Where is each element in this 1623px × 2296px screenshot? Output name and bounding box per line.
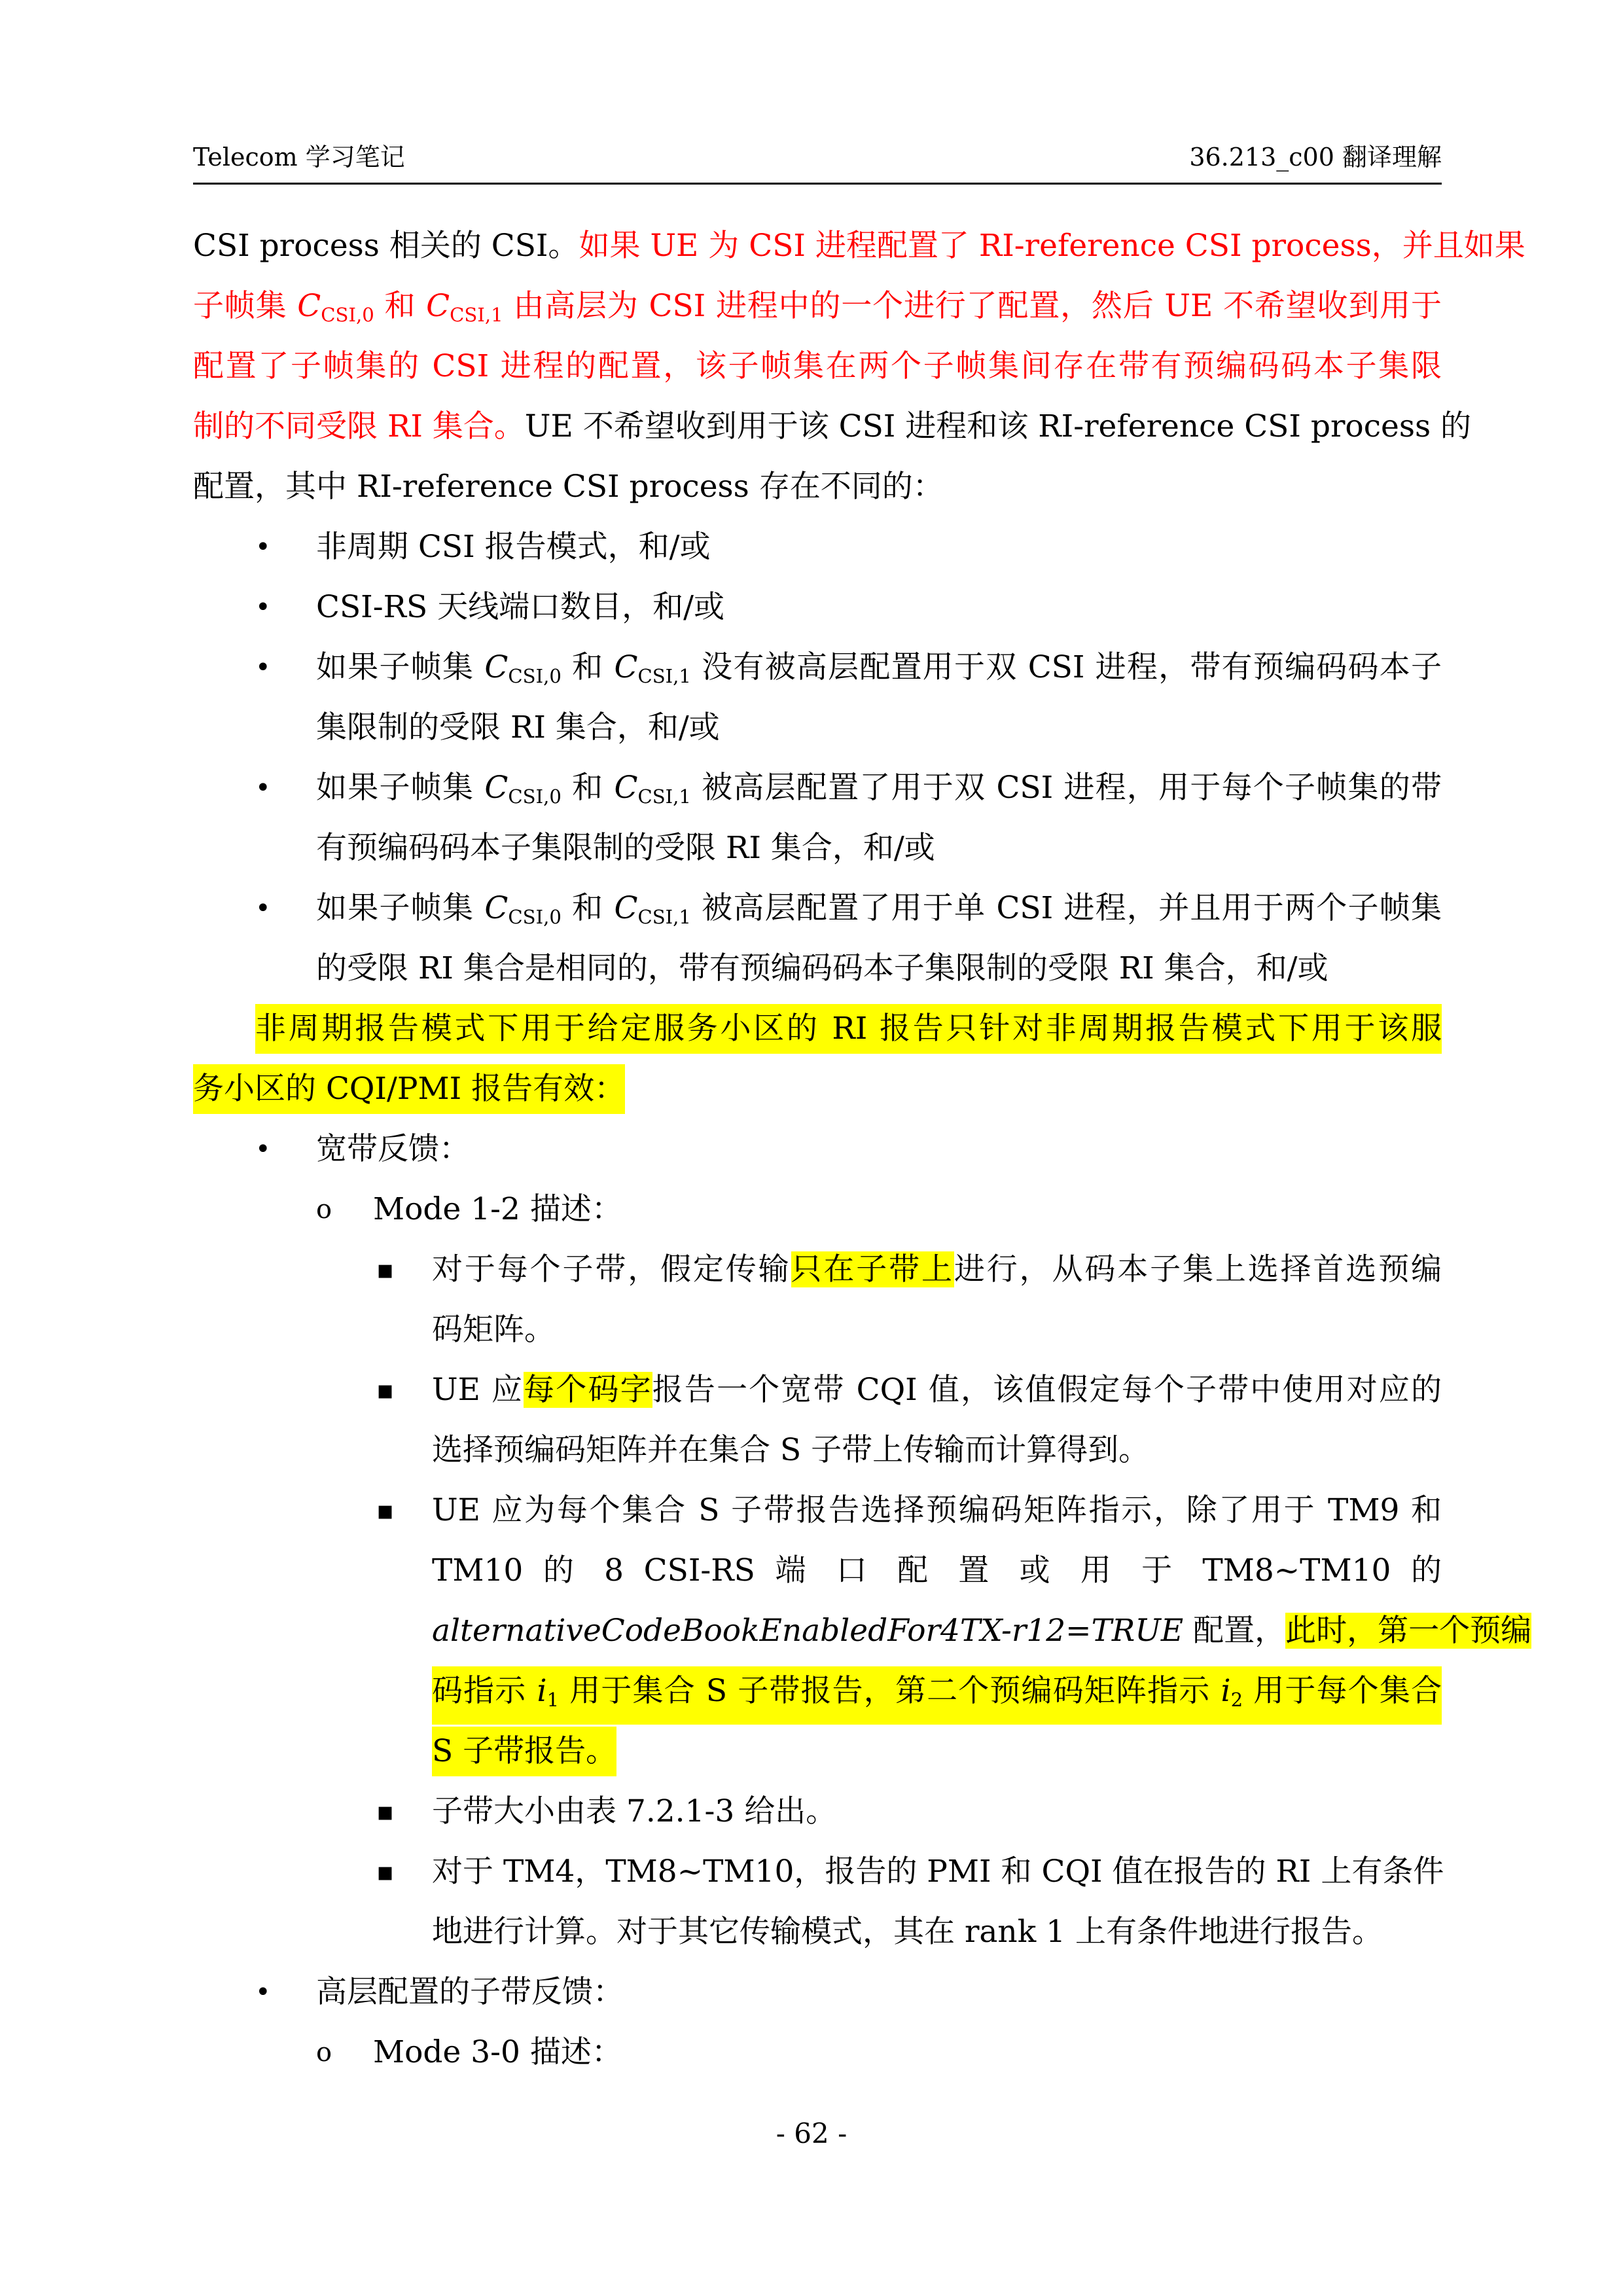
c-symbol: $C_{CSI,0}$ — [484, 890, 562, 929]
page-number: - 62 - — [776, 2117, 847, 2149]
c-symbol: $C_{CSI,1}$ — [614, 770, 691, 808]
i2-symbol: $i_2$ — [1221, 1673, 1243, 1712]
bullet-marker: • — [255, 1977, 271, 2007]
para1-line1: CSI process 相关的 CSI。如果 UE 为 CSI 进程配置了 RI-reference CSI process，并且如果 — [193, 228, 1525, 264]
bullet-marker: • — [255, 592, 271, 622]
subband-mode: Mode 3-0 描述： — [373, 2034, 622, 2070]
header-right: 36.213_c00 翻译理解 — [1189, 143, 1442, 171]
c-symbol: $C_{CSI,1}$ — [614, 890, 691, 929]
square-marker: ▪ — [376, 1375, 395, 1405]
list1-item5-line2: 的受限 RI 集合是相同的，带有预编码码本子集限制的受限 RI 集合，和/或 — [316, 950, 1329, 986]
wideband-s1-line2: 码矩阵。 — [432, 1312, 555, 1348]
list1-item3-line1: 如果子帧集 $C_{CSI,0}$ 和 $C_{CSI,1}$ 没有被高层配置用于双 CSI 进程，带有预编码码本子 — [316, 649, 1442, 688]
wideband-s4: 子带大小由表 7.2.1-3 给出。 — [432, 1793, 837, 1829]
header-left: Telecom 学习笔记 — [193, 143, 405, 171]
list1-item5-line1: 如果子帧集 $C_{CSI,0}$ 和 $C_{CSI,1}$ 被高层配置了用于单 CSI 进程，并且用于两个子帧集 — [316, 890, 1442, 929]
bullet-marker: • — [255, 532, 271, 562]
wideband-s3-line1: UE 应为每个集合 S 子带报告选择预编码矩阵指示，除了用于 TM9 和 — [432, 1492, 1442, 1528]
wideband-s5-line2: 地进行计算。对于其它传输模式，其在 rank 1 上有条件地进行报告。 — [432, 1914, 1383, 1950]
wideband-title: 宽带反馈： — [316, 1131, 470, 1167]
subband-title: 高层配置的子带反馈： — [316, 1974, 624, 2010]
para1-line2: 子帧集 $C_{CSI,0}$ 和 $C_{CSI,1}$ 由高层为 CSI 进程中的一个进行了配置，然后 UE 不希望收到用于 — [193, 288, 1442, 327]
wideband-mode: Mode 1-2 描述： — [373, 1191, 622, 1227]
para2-line1: 非周期报告模式下用于给定服务小区的 RI 报告只针对非周期报告模式下用于该服 — [255, 1004, 1442, 1054]
c-symbol: $C_{CSI,1}$ — [426, 288, 503, 327]
bullet-marker: • — [255, 653, 271, 683]
wideband-s3-line3: alternativeCodeBookEnabledFor4TX-r12=TRUE 配置，此时，第一个预编 — [432, 1613, 1532, 1649]
c-symbol: $C_{CSI,1}$ — [614, 649, 691, 688]
c-symbol: $C_{CSI,0}$ — [484, 649, 562, 688]
para1-line4: 制的不同受限 RI 集合。UE 不希望收到用于该 CSI 进程和该 RI-reference CSI process 的 — [193, 408, 1472, 444]
list1-item4-line1: 如果子帧集 $C_{CSI,0}$ 和 $C_{CSI,1}$ 被高层配置了用于双 CSI 进程，用于每个子帧集的带 — [316, 770, 1442, 808]
list1-item2: CSI-RS 天线端口数目，和/或 — [316, 589, 724, 625]
c-symbol: $C_{CSI,0}$ — [297, 288, 374, 327]
square-marker: ▪ — [376, 1797, 395, 1827]
c-symbol: $C_{CSI,0}$ — [484, 770, 562, 808]
wideband-s5-line1: 对于 TM4，TM8~TM10，报告的 PMI 和 CQI 值在报告的 RI 上有条件 — [432, 1854, 1444, 1890]
wideband-s1-line1: 对于每个子带，假定传输只在子带上进行，从码本子集上选择首选预编 — [432, 1251, 1442, 1287]
square-marker: ▪ — [376, 1496, 395, 1526]
i1-symbol: $i_1$ — [537, 1673, 560, 1712]
para1-line3: 配置了子帧集的 CSI 进程的配置，该子帧集在两个子帧集间存在带有预编码码本子集限 — [193, 348, 1442, 384]
circle-marker: o — [316, 1194, 332, 1225]
square-marker: ▪ — [376, 1857, 395, 1887]
list1-item4-line2: 有预编码码本子集限制的受限 RI 集合，和/或 — [316, 830, 935, 866]
wideband-s3-line4: 码指示 $i_1$ 用于集合 S 子带报告，第二个预编码矩阵指示 $i_2$ 用于每个集合 — [432, 1666, 1442, 1725]
wideband-s2-line2: 选择预编码矩阵并在集合 S 子带上传输而计算得到。 — [432, 1432, 1150, 1468]
circle-marker: o — [316, 2037, 332, 2068]
para1-line5: 配置，其中 RI-reference CSI process 存在不同的： — [193, 469, 944, 505]
bullet-marker: • — [255, 1134, 271, 1164]
bullet-marker: • — [255, 773, 271, 803]
page-header — [193, 135, 1442, 185]
wideband-s3-line5: S 子带报告。 — [432, 1727, 616, 1776]
para2-line2: 务小区的 CQI/PMI 报告有效： — [193, 1064, 625, 1114]
list1-item3-line2: 集限制的受限 RI 集合，和/或 — [316, 709, 720, 745]
wideband-s3-line2: TM10 的 8 CSI-RS 端 口 配 置 或 用 于 TM8~TM10 的 — [432, 1552, 1442, 1588]
list1-item1: 非周期 CSI 报告模式，和/或 — [316, 529, 711, 565]
square-marker: ▪ — [376, 1255, 395, 1285]
wideband-s2-line1: UE 应每个码字报告一个宽带 CQI 值，该值假定每个子带中使用对应的 — [432, 1372, 1442, 1408]
bullet-marker: • — [255, 893, 271, 924]
